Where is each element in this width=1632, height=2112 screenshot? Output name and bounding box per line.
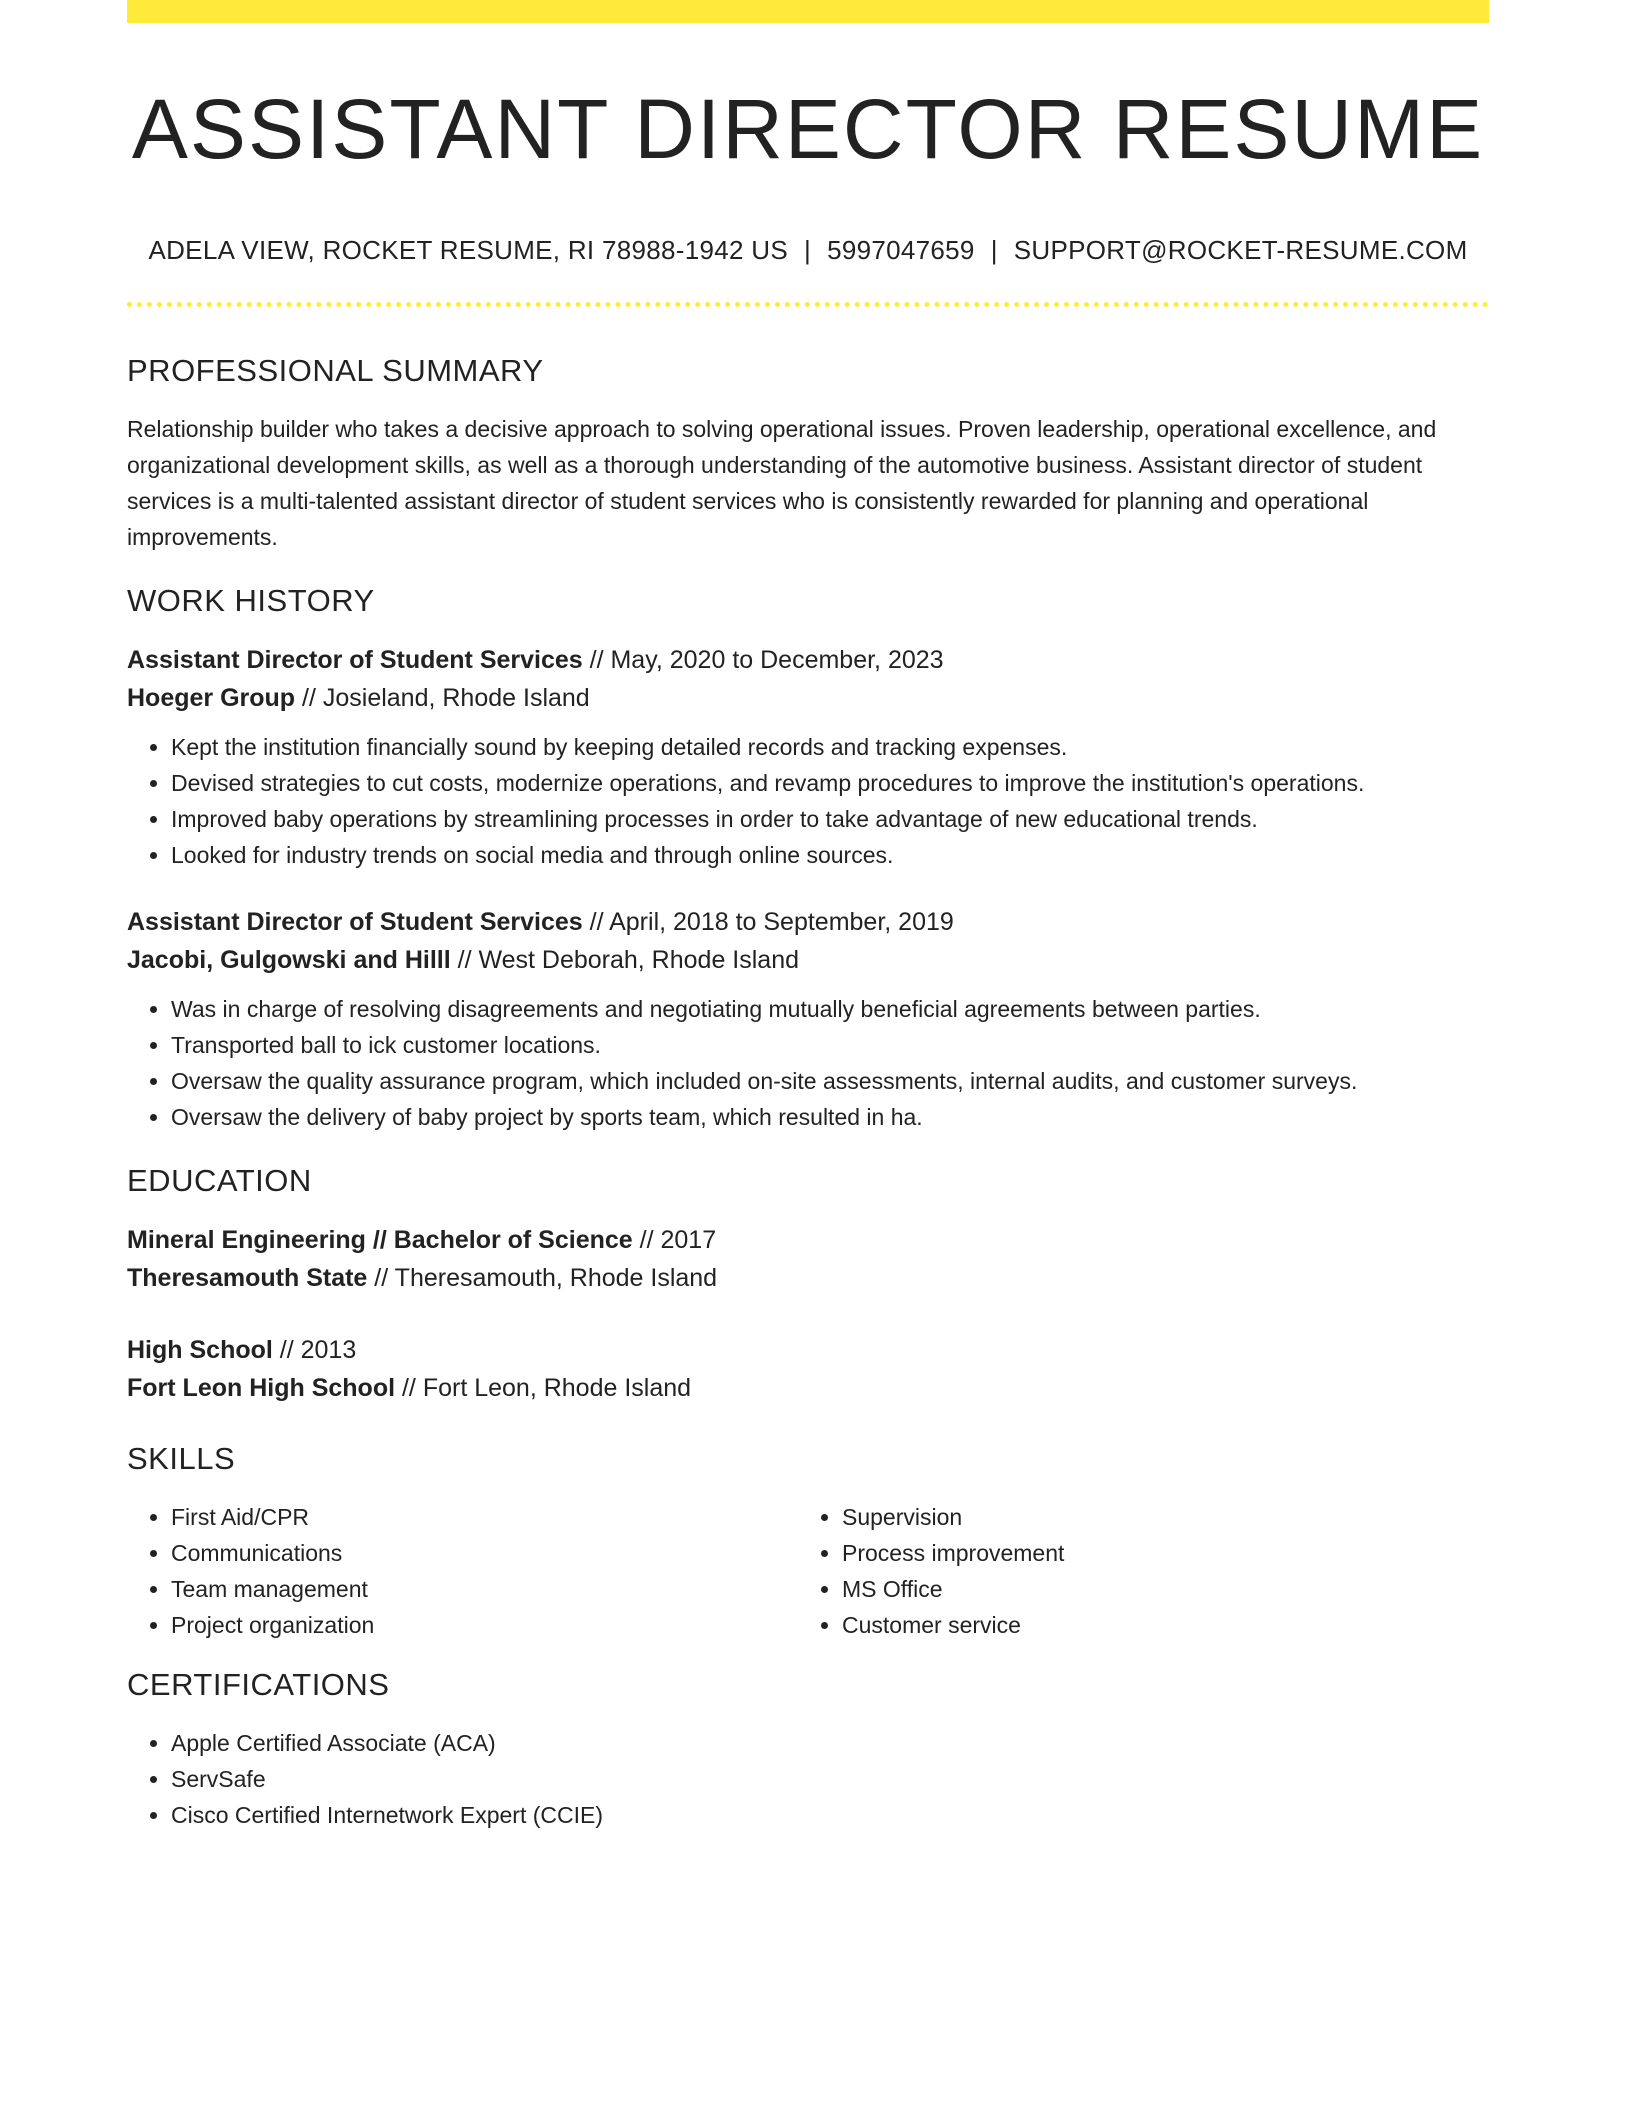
job-title: Assistant Director of Student Services xyxy=(127,646,583,675)
job-bullet: • Oversaw the delivery of baby project by sports team, which resulted in ha. xyxy=(171,1099,1489,1135)
education-degree: Mineral Engineering // Bachelor of Science xyxy=(127,1226,633,1255)
job-company: Jacobi, Gulgowski and Hilll xyxy=(127,946,451,975)
contact-phone: 5997047659 xyxy=(827,235,975,266)
job-entry xyxy=(127,903,1489,1135)
job-bullet: • Devised strategies to cut costs, modernize operations, and revamp procedures to improve the institution's operations. xyxy=(171,765,1489,801)
contact-line xyxy=(127,235,1489,266)
summary-text: Relationship builder who takes a decisive approach to solving operational issues. Proven leadership, operational excellence, and organizational development skills, as well as a thorough understanding of the automotive business. Assistant director of student services is a multi-talented assistant director of student services who is consistently rewarded for planning and operational improvements. xyxy=(127,416,1437,551)
job-company-line xyxy=(127,679,1489,717)
job-location: // Josieland, Rhode Island xyxy=(295,684,590,713)
skill-item: • MS Office xyxy=(842,1571,1469,1607)
education-degree-line xyxy=(127,1221,1489,1259)
job-location: // West Deborah, Rhode Island xyxy=(450,946,800,975)
job-dates: // May, 2020 to December, 2023 xyxy=(582,646,944,675)
job-bullet: • Was in charge of resolving disagreements and negotiating mutually beneficial agreements between parties. xyxy=(171,991,1489,1027)
skill-item: • Supervision xyxy=(842,1499,1469,1535)
job-company-line xyxy=(127,941,1489,979)
education-school: Theresamouth State xyxy=(127,1264,368,1293)
job-bullet: • Transported ball to ick customer locations. xyxy=(171,1027,1489,1063)
skill-item: • Team management xyxy=(171,1571,798,1607)
job-bullet: • Kept the institution financially sound by keeping detailed records and tracking expenses. xyxy=(171,729,1489,765)
skills-heading: SKILLS xyxy=(127,1441,236,1477)
resume-page xyxy=(127,0,1489,1833)
summary-heading: PROFESSIONAL SUMMARY xyxy=(127,353,544,389)
education-school: Fort Leon High School xyxy=(127,1374,396,1403)
resume-title: ASSISTANT DIRECTOR RESUME xyxy=(131,82,1485,176)
job-entry xyxy=(127,641,1489,873)
skill-item: • Project organization xyxy=(171,1607,798,1643)
contact-email: SUPPORT@ROCKET-RESUME.COM xyxy=(1013,235,1468,266)
education-location: // Fort Leon, Rhode Island xyxy=(395,1374,692,1403)
certification-item: • Cisco Certified Internetwork Expert (CCIE) xyxy=(171,1797,1489,1833)
contact-address: ADELA VIEW, ROCKET RESUME, RI 78988-1942 US xyxy=(148,235,789,266)
education-school-line xyxy=(127,1259,1489,1297)
certifications-heading: CERTIFICATIONS xyxy=(127,1667,390,1703)
contact-separator: | xyxy=(990,235,998,266)
education-year: // 2017 xyxy=(632,1226,717,1255)
certification-item: • Apple Certified Associate (ACA) xyxy=(171,1725,1489,1761)
education-heading: EDUCATION xyxy=(127,1163,312,1199)
skills-column-left xyxy=(127,1499,798,1643)
skill-item: • First Aid/CPR xyxy=(171,1499,798,1535)
education-degree-line xyxy=(127,1331,1489,1369)
job-title-line xyxy=(127,641,1489,679)
skills-grid xyxy=(127,1499,1489,1643)
job-title-line xyxy=(127,903,1489,941)
job-title: Assistant Director of Student Services xyxy=(127,908,583,937)
skills-column-right xyxy=(798,1499,1469,1643)
header-divider xyxy=(127,302,1489,307)
certification-item: • ServSafe xyxy=(171,1761,1489,1797)
job-bullet-list xyxy=(127,729,1489,873)
job-company: Hoeger Group xyxy=(127,684,296,713)
education-year: // 2013 xyxy=(272,1336,357,1365)
skill-item: • Process improvement xyxy=(842,1535,1469,1571)
education-school-line xyxy=(127,1369,1489,1407)
education-location: // Theresamouth, Rhode Island xyxy=(367,1264,718,1293)
work-history-heading: WORK HISTORY xyxy=(127,583,375,619)
job-dates: // April, 2018 to September, 2019 xyxy=(582,908,954,937)
skill-item: • Customer service xyxy=(842,1607,1469,1643)
top-accent-bar xyxy=(127,0,1489,23)
job-bullet: • Improved baby operations by streamlining processes in order to take advantage of new educational trends. xyxy=(171,801,1489,837)
job-bullet: • Looked for industry trends on social media and through online sources. xyxy=(171,837,1489,873)
job-bullet-list xyxy=(127,991,1489,1135)
contact-separator: | xyxy=(804,235,812,266)
education-entry xyxy=(127,1331,1489,1407)
education-entry xyxy=(127,1221,1489,1297)
education-degree: High School xyxy=(127,1336,273,1365)
certifications-list xyxy=(127,1725,1489,1833)
skill-item: • Communications xyxy=(171,1535,798,1571)
job-bullet: • Oversaw the quality assurance program, which included on-site assessments, internal audits, and customer surveys. xyxy=(171,1063,1489,1099)
